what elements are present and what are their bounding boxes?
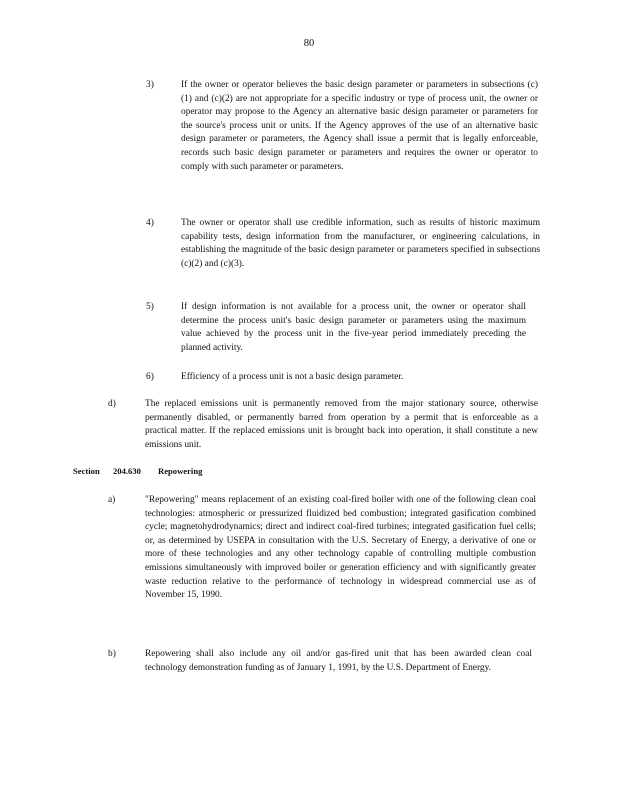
section-prefix: Section xyxy=(73,466,100,476)
item-text: "Repowering" means replacement of an existing coal-fired boiler with one of the following clean coal technologies: atmospheric or pressurized fluidized bed combustion; integrated gasification combined cycle; magnetohydrodynamics; direct and indirect coal-fired turbines; integrated gasification fuel cells; or, as determined by USEPA in consultation with the U.S. Secretary of Energy, a derivative of one or more of these technologies and any other technology capable of controlling multiple combustion emissions simultaneously with improved boiler or generation efficiency and with significantly greater waste reduction relative to the performance of technology in widespread commercial use as of November 15, 1990. xyxy=(145,495,536,601)
item-text: Efficiency of a process unit is not a basic design parameter. xyxy=(181,372,404,382)
item-text: The owner or operator shall use credible information, such as results of historic maximum capability tests, design information from the manufacturer, or engineering calculations, in establishing the magnitude of the basic design parameter or parameters specified in subsections (c)(2) and (c)(3). xyxy=(181,218,540,269)
item-text: If design information is not available for a process unit, the owner or operator shall determine the process unit's basic design parameter or parameters using the maximum value achieved by the process unit in the five-year period immediately preceding the planned activity. xyxy=(181,302,526,353)
item-text: If the owner or operator believes the basic design parameter or parameters in subsections (c)(1) and (c)(2) are not appropriate for a specific industry or type of process unit, the owner or operator may propose to the Agency an alternative basic design parameter or parameters for the source's process unit or units. If the Agency approves of the use of an alternative basic design parameter or parameters, the Agency shall issue a permit that is legally enforceable, records such basic design parameter or parameters and requires the owner or operator to comply with such parameter or parameters. xyxy=(181,80,538,172)
item-label: a) xyxy=(108,495,116,505)
item-label: d) xyxy=(108,399,116,409)
section-number: 204.630 xyxy=(113,466,141,476)
page-number: 80 xyxy=(303,38,315,49)
item-label: b) xyxy=(108,649,116,659)
item-label: 5) xyxy=(146,302,154,312)
section-title: Repowering xyxy=(158,466,203,476)
item-text: The replaced emissions unit is permanently removed from the major stationary source, otherwise permanently disabled, or permanently barred from operation by a permit that is enforceable as a practical matter. If the replaced emissions unit is brought back into operation, it shall constitute a new emissions unit. xyxy=(145,399,538,450)
item-text: Repowering shall also include any oil and/or gas-fired unit that has been awarded clean coal technology demonstration funding as of January 1, 1991, by the U.S. Department of Energy. xyxy=(145,649,532,673)
item-label: 3) xyxy=(146,80,154,90)
item-label: 4) xyxy=(146,218,154,228)
item-label: 6) xyxy=(146,372,154,382)
